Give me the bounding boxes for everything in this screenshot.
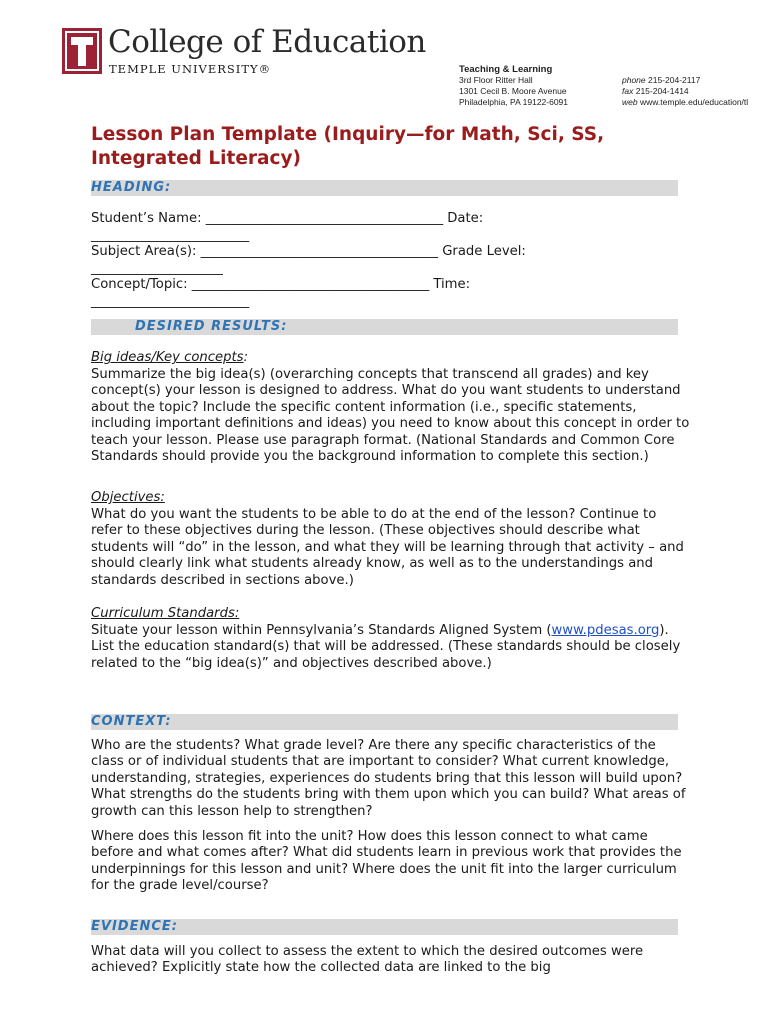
university-name: TEMPLE UNIVERSITY®	[109, 62, 272, 76]
web-line	[622, 97, 748, 108]
evidence-paragraph: What data will you collect to assess the extent to which the desired outcomes were achieved? Explicitly state how the collected data are linked to the big	[91, 944, 644, 976]
curriculum-standards-text	[91, 623, 691, 672]
pdesas-link[interactable]: www.pdesas.org	[551, 623, 660, 638]
context-bar	[91, 714, 678, 730]
title-line: Integrated Literacy)	[91, 148, 301, 169]
contact-info	[622, 75, 748, 108]
document-title	[91, 123, 691, 171]
subject-area-field: Subject Area(s): ____________________________________ Grade Level:	[91, 244, 526, 259]
temple-t-logo-icon	[62, 28, 102, 74]
time-field-underline: ________________________	[91, 294, 250, 309]
objectives-title: Objectives:	[91, 490, 165, 505]
students-name-field: Student’s Name: ____________________________________ Date:	[91, 211, 484, 226]
evidence-bar	[91, 919, 678, 935]
heading-section-label: HEADING:	[91, 180, 172, 195]
curriculum-standards-title: Curriculum Standards:	[91, 606, 240, 621]
title-line: Lesson Plan Template (Inquiry—for Math, Sci, SS,	[91, 124, 605, 145]
big-ideas-text: Summarize the big idea(s) (overarching concepts that transcend all grades) and key concept(s) your lesson is designed to address. What do you want students to understand about the topic? Include the specific content information (i.e., specific statements, including important definitions and ideas) you need to know about this concept in order to teach your lesson. Please use paragraph format. (National Standards and Common Core Standards should provide you the background information to complete this section.)	[91, 367, 690, 465]
objectives-text: What do you want the students to be able to do at the end of the lesson? Continue to refer to these objectives during the lesson. (These objectives should describe what students will “do” in the lesson, and what they will be learning through that activity – and should clearly link what students already know, as well as to the understandings and standards described in sections above.)	[91, 507, 684, 588]
standards-text-part: ). List the education standard(s) that will be addressed. (These standards should be closely related to the “big idea(s)” and objectives described above.)	[91, 623, 681, 671]
context-paragraph: Where does this lesson fit into the unit? How does this lesson connect to what came before and what comes after? What did students learn in previous work that provides the underpinnings for this lesson and unit? Where does the unit fit into the larger curriculum for the grade level/course?	[91, 829, 682, 894]
fax-label: fax	[622, 86, 634, 96]
desired-results-label: DESIRED RESULTS:	[135, 319, 288, 334]
objectives-heading	[91, 490, 165, 506]
phone-label: phone	[622, 75, 646, 85]
department-address	[459, 64, 568, 108]
context-label: CONTEXT:	[91, 714, 172, 729]
department-name: Teaching & Learning	[459, 64, 553, 75]
context-paragraph: Who are the students? What grade level? Are there any specific characteristics of the class or of individual students that are important to consider? What current knowledge, understanding, strategies, experiences do students bring that this lesson will build upon? What strengths do the students bring with them upon which you can build? What areas of growth can this lesson help to strengthen?	[91, 738, 686, 819]
phone-line	[622, 75, 748, 86]
big-ideas-colon: :	[243, 350, 249, 365]
address-line: 3rd Floor Ritter Hall	[459, 75, 533, 85]
fax-line	[622, 86, 748, 97]
phone-number: 215-204-2117	[648, 75, 701, 85]
concept-topic-field: Concept/Topic: ____________________________________ Time:	[91, 277, 471, 292]
fax-number: 215-204-1414	[635, 86, 689, 96]
address-line: 1301 Cecil B. Moore Avenue	[459, 86, 567, 96]
college-name: College of Education	[108, 24, 426, 60]
evidence-label: EVIDENCE:	[91, 919, 178, 934]
curriculum-standards-heading	[91, 606, 239, 622]
grade-level-underline: ____________________	[91, 261, 223, 276]
standards-text-part: Situate your lesson within Pennsylvania’s Standards Aligned System (	[91, 623, 552, 638]
big-ideas-title: Big ideas/Key concepts	[91, 350, 244, 365]
heading-section-bar	[91, 180, 678, 196]
web-address: www.temple.edu/education/tl	[639, 97, 749, 107]
address-line: Philadelphia, PA 19122-6091	[459, 97, 569, 107]
date-field-underline: ________________________	[91, 228, 250, 243]
web-label: web	[622, 97, 638, 107]
big-ideas-heading	[91, 350, 248, 366]
